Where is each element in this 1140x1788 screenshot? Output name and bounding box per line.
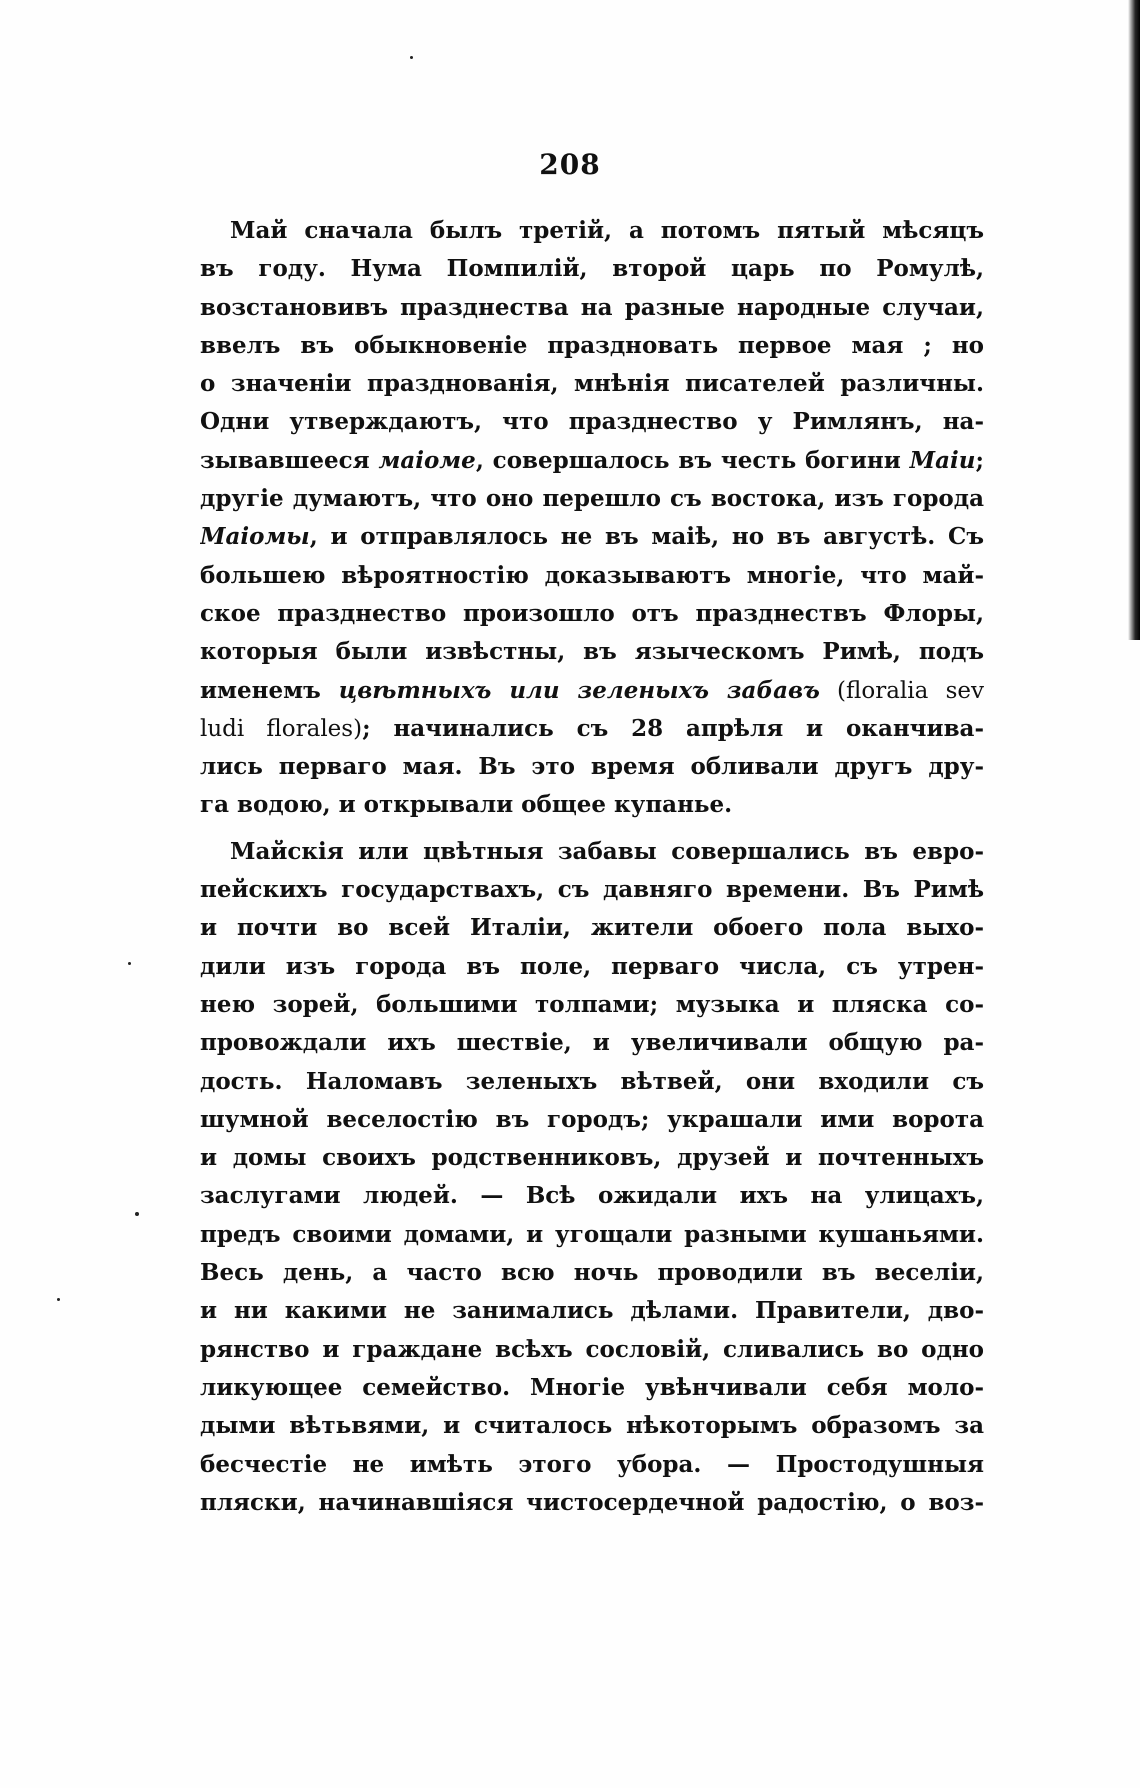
text-line: ское празднество произошло отъ празднествъ Флоры, [200,599,984,627]
page-edge-shadow [1128,0,1140,640]
text-line: и ни какими не занимались дѣлами. Правители, дво- [200,1297,984,1325]
text-line: бесчестіе не имѣть этого убора. — Простодушныя [200,1450,984,1478]
text-line: въ году. Нума Помпилій, второй царь по Ромулѣ, [200,255,984,283]
text-line: лись перваго мая. Въ это время обливали другъ дру- [200,753,984,781]
text-line: нею зорей, большими толпами; музыка и пляска со- [200,990,984,1018]
italic-term: маіоме [378,446,476,474]
text-line: пляски, начинавшіяся чистосердечной радостію, о воз- [200,1488,984,1516]
text-line: Весь день, а часто всю ночь проводили въ веселіи, [200,1259,984,1287]
body-text [200,212,984,1522]
text-line: дость. Наломавъ зеленыхъ вѣтвей, они входили съ [200,1067,984,1095]
text-line: именемъ цвѣтныхъ или зеленыхъ забавъ (floralia sev [200,676,984,704]
text-line: Одни утверждаютъ, что празднество у Римлянъ, на- [200,408,984,436]
text-line: дыми вѣтьвями, и считалось нѣкоторымъ образомъ за [200,1412,984,1440]
text-line: большею вѣроятностію доказываютъ многіе, что май- [200,561,984,589]
print-speck [135,1212,139,1216]
print-speck [410,56,413,59]
text-line: провождали ихъ шествіе, и увеличивали общую ра- [200,1029,984,1057]
text-line: Май сначала былъ третій, а потомъ пятый мѣсяцъ [230,217,984,244]
text-line: Майскія или цвѣтныя забавы совершались въ евро- [230,837,984,865]
text-line: Маіомы, и отправлялось не въ маіѣ, но въ августѣ. Съ [200,523,984,551]
text-line: возстановивъ празднества на разные народные случаи, [200,293,984,321]
italic-term: Маіомы [200,523,310,551]
print-speck [128,962,131,965]
italic-term: цвѣтныхъ или зеленыхъ забавъ [338,676,820,704]
text-line: которыя были извѣстны, въ языческомъ Римѣ, подъ [200,638,984,666]
text-line: ликующее семейство. Многіе увѣнчивали себя моло- [200,1373,984,1401]
text-line: и почти во всей Италіи, жители обоего пола выхо- [200,914,984,942]
text-line: и домы своихъ родственниковъ, друзей и почтенныхъ [200,1144,984,1172]
text-line: о значеніи празднованія, мнѣнія писателей различны. [200,370,984,398]
print-speck [57,1298,60,1301]
paragraph-gap [200,825,984,833]
text-line: ludi florales); начинались съ 28 апрѣля и оканчива- [200,714,984,742]
latin-term: (floralia sev [819,677,984,704]
page-number: 208 [539,148,601,181]
paragraph-1 [200,212,984,825]
text-line: зывавшееся маіоме, совершалось въ честь богини Маіи; [200,446,984,474]
text-line: другіе думаютъ, что оно перешло съ востока, изъ города [200,485,984,513]
text-line: га водою, и открывали общее купанье. [200,791,733,819]
text-line: ввелъ въ обыкновеніе праздновать первое мая ; но [200,331,984,359]
text-line: шумной веселостію въ городъ; украшали ими ворота [200,1105,984,1133]
text-line: заслугами людей. — Всѣ ожидали ихъ на улицахъ, [200,1182,984,1210]
text-line: рянство и граждане всѣхъ сословій, сливались во одно [200,1335,984,1363]
text-line: пейскихъ государствахъ, съ давняго времени. Въ Римѣ [200,876,984,904]
italic-term: Маіи [909,446,976,474]
paragraph-2 [200,833,984,1522]
latin-term: ludi florales) [200,715,363,742]
text-line: дили изъ города въ поле, перваго числа, съ утрен- [200,952,984,980]
text-line: предъ своими домами, и угощали разными кушаньями. [200,1220,984,1248]
